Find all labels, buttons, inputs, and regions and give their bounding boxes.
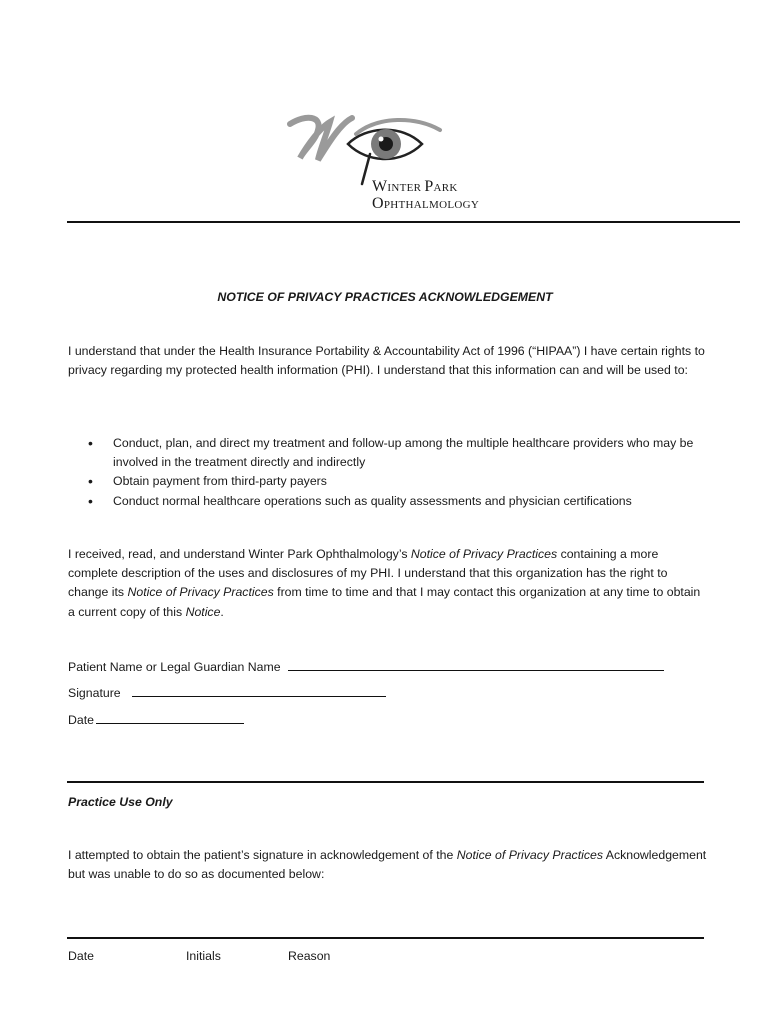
text-run: I attempted to obtain the patient’s signature in acknowledgement of the xyxy=(68,848,457,862)
text-run: I received, read, and understand Winter Park Ophthalmology’s xyxy=(68,547,411,561)
usage-list xyxy=(88,434,718,511)
practice-use-paragraph xyxy=(68,846,718,884)
intro-paragraph: I understand that under the Health Insurance Portability & Accountability Act of 1996 (“HIPAA”) I have certain rights to privacy regarding my protected health information (PHI). I understand that this information can and will be used to: xyxy=(68,344,705,378)
patient-name-field[interactable] xyxy=(288,657,664,671)
page-title: NOTICE OF PRIVACY PRACTICES ACKNOWLEDGEMENT xyxy=(217,290,553,304)
logo-text-winter-park xyxy=(372,178,458,196)
list-item: • Conduct, plan, and direct my treatment and follow-up among the multiple healthcare providers who may be involved in the treatment directly and indirectly xyxy=(88,434,718,472)
text-run: Acknowledgement but was unable to do so as documented below: xyxy=(68,848,707,882)
patient-name-label: Patient Name or Legal Guardian Name xyxy=(68,660,281,674)
signature-row xyxy=(68,683,386,700)
acknowledgement-paragraph xyxy=(68,545,708,622)
notice-word: Notice xyxy=(185,604,221,619)
list-item: • Conduct normal healthcare operations such as quality assessments and physician certifications xyxy=(88,492,718,511)
text-run: from time to time and that I may contact this organization at any time to obtain a current copy of this xyxy=(68,585,701,619)
logo-letters: ARK xyxy=(433,182,458,194)
logo-text-ophthalmology xyxy=(372,195,479,213)
column-header-reason: Reason xyxy=(288,949,331,963)
logo-letters: PHTHALMOLOGY xyxy=(383,199,480,211)
date-field[interactable] xyxy=(96,710,244,724)
logo-letter: W xyxy=(372,178,388,195)
signature-field[interactable] xyxy=(132,683,386,697)
date-label: Date xyxy=(68,713,94,727)
table-top-rule xyxy=(67,937,704,939)
notice-title: Notice of Privacy Practices xyxy=(456,848,603,862)
column-header-initials: Initials xyxy=(186,949,221,963)
notice-title: Notice of Privacy Practices xyxy=(410,547,558,561)
text-run: containing a more complete description of the uses and disclosures of my PHI. I understand that this organization has the right to change its xyxy=(68,547,668,600)
section-divider xyxy=(67,781,704,783)
notice-title: Notice of Privacy Practices xyxy=(127,585,274,600)
practice-use-heading: Practice Use Only xyxy=(68,795,173,809)
list-item: • Obtain payment from third-party payers xyxy=(88,472,718,491)
patient-name-row xyxy=(68,657,664,674)
signature-label: Signature xyxy=(68,686,121,700)
logo-letters: INTER xyxy=(387,182,425,194)
header-divider xyxy=(67,221,740,223)
text-run: . xyxy=(220,604,224,619)
logo-letter: P xyxy=(424,178,434,195)
column-header-date: Date xyxy=(68,949,94,963)
logo-letter: O xyxy=(372,195,384,212)
date-row xyxy=(68,710,244,727)
